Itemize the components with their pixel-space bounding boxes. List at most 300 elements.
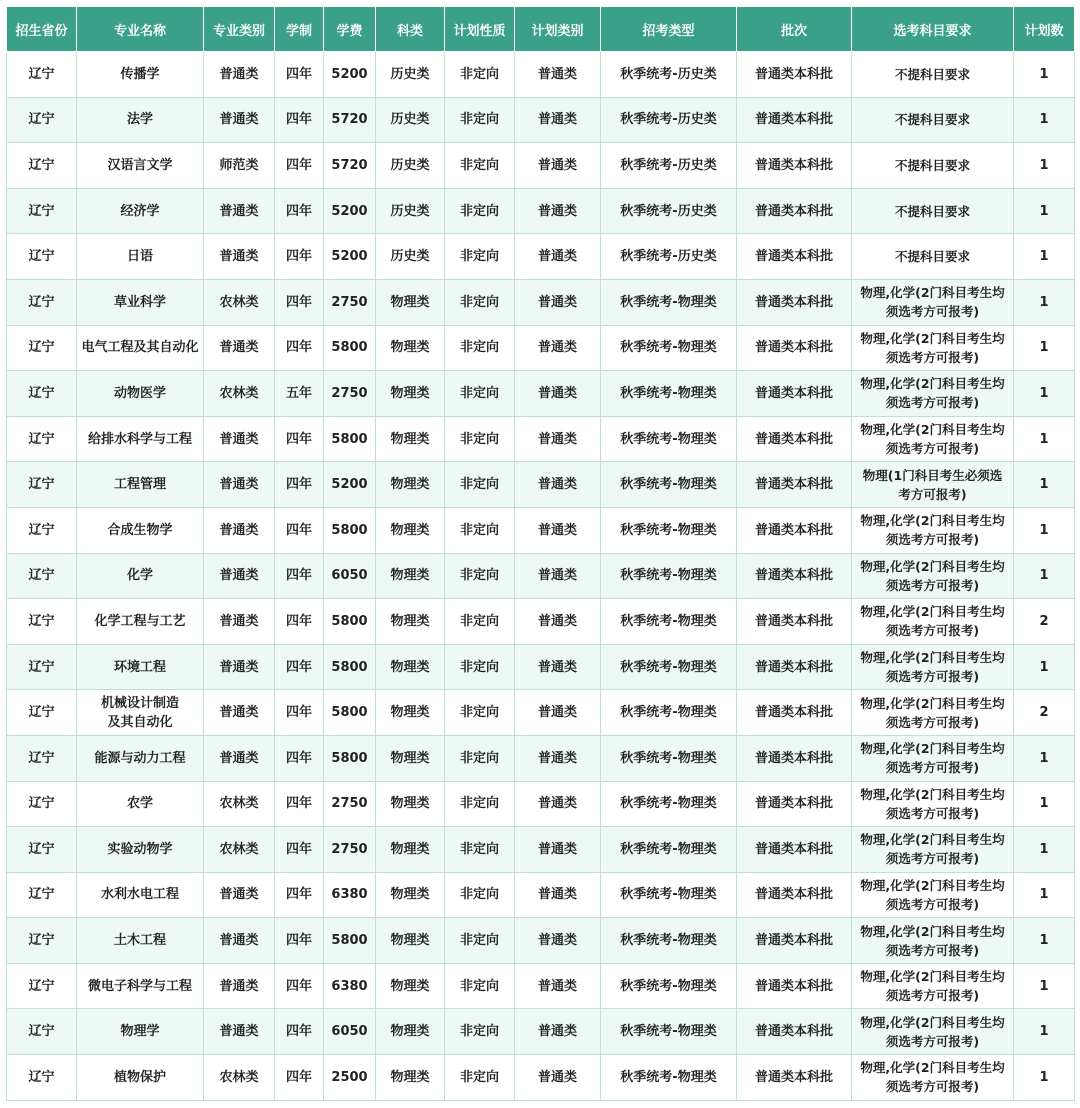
cell-province: 辽宁 <box>7 1055 77 1101</box>
cell-subject-requirement: 物理,化学(2门科目考生均 须选考方可报考) <box>852 872 1014 918</box>
cell-plan-count: 1 <box>1014 735 1075 781</box>
cell-subject-requirement: 物理,化学(2门科目考生均 须选考方可报考) <box>852 963 1014 1009</box>
cell-batch: 普通类本科批 <box>737 279 852 325</box>
table-row <box>7 872 1075 918</box>
cell-admission-type: 秋季统考-物理类 <box>601 690 737 736</box>
cell-subject-requirement: 物理,化学(2门科目考生均 须选考方可报考) <box>852 690 1014 736</box>
cell-plan-category: 普通类 <box>515 963 601 1009</box>
cell-subject-requirement: 物理,化学(2门科目考生均 须选考方可报考) <box>852 781 1014 827</box>
cell-duration: 四年 <box>275 416 324 462</box>
cell-batch: 普通类本科批 <box>737 827 852 873</box>
cell-subject-requirement: 不提科目要求 <box>852 143 1014 189</box>
cell-duration: 四年 <box>275 188 324 234</box>
cell-subject-type: 历史类 <box>376 234 445 280</box>
cell-major-category: 普通类 <box>204 97 275 143</box>
cell-duration: 四年 <box>275 462 324 508</box>
cell-duration: 四年 <box>275 963 324 1009</box>
cell-major-category: 普通类 <box>204 325 275 371</box>
cell-major-name: 给排水科学与工程 <box>77 416 204 462</box>
cell-major-name: 化学 <box>77 553 204 599</box>
cell-plan-nature: 非定向 <box>445 644 515 690</box>
cell-major-category: 普通类 <box>204 963 275 1009</box>
cell-admission-type: 秋季统考-物理类 <box>601 1055 737 1101</box>
cell-admission-type: 秋季统考-物理类 <box>601 599 737 645</box>
cell-batch: 普通类本科批 <box>737 553 852 599</box>
cell-batch: 普通类本科批 <box>737 188 852 234</box>
cell-major-category: 师范类 <box>204 143 275 189</box>
cell-province: 辽宁 <box>7 325 77 371</box>
cell-major-category: 普通类 <box>204 644 275 690</box>
column-header-batch: 批次 <box>737 7 852 52</box>
cell-plan-category: 普通类 <box>515 872 601 918</box>
cell-tuition: 2500 <box>324 1055 376 1101</box>
cell-plan-count: 1 <box>1014 462 1075 508</box>
cell-plan-category: 普通类 <box>515 143 601 189</box>
cell-batch: 普通类本科批 <box>737 735 852 781</box>
cell-tuition: 5800 <box>324 325 376 371</box>
cell-province: 辽宁 <box>7 507 77 553</box>
cell-subject-requirement: 物理,化学(2门科目考生均 须选考方可报考) <box>852 507 1014 553</box>
cell-major-name: 实验动物学 <box>77 827 204 873</box>
cell-admission-type: 秋季统考-历史类 <box>601 188 737 234</box>
cell-major-name: 化学工程与工艺 <box>77 599 204 645</box>
cell-duration: 四年 <box>275 872 324 918</box>
table-row <box>7 690 1075 736</box>
table-row <box>7 507 1075 553</box>
cell-admission-type: 秋季统考-历史类 <box>601 52 737 98</box>
cell-plan-count: 1 <box>1014 143 1075 189</box>
cell-tuition: 5800 <box>324 918 376 964</box>
cell-major-name: 微电子科学与工程 <box>77 963 204 1009</box>
cell-batch: 普通类本科批 <box>737 97 852 143</box>
cell-admission-type: 秋季统考-物理类 <box>601 963 737 1009</box>
table-row <box>7 143 1075 189</box>
cell-plan-count: 1 <box>1014 52 1075 98</box>
cell-plan-category: 普通类 <box>515 279 601 325</box>
cell-major-category: 农林类 <box>204 1055 275 1101</box>
cell-duration: 四年 <box>275 234 324 280</box>
cell-subject-type: 历史类 <box>376 97 445 143</box>
cell-major-name: 工程管理 <box>77 462 204 508</box>
cell-duration: 四年 <box>275 735 324 781</box>
cell-duration: 四年 <box>275 325 324 371</box>
cell-batch: 普通类本科批 <box>737 416 852 462</box>
cell-batch: 普通类本科批 <box>737 781 852 827</box>
cell-major-name: 能源与动力工程 <box>77 735 204 781</box>
cell-province: 辽宁 <box>7 644 77 690</box>
cell-major-name: 环境工程 <box>77 644 204 690</box>
cell-major-category: 农林类 <box>204 371 275 417</box>
cell-admission-type: 秋季统考-历史类 <box>601 234 737 280</box>
table-row <box>7 97 1075 143</box>
cell-plan-count: 1 <box>1014 97 1075 143</box>
cell-subject-type: 物理类 <box>376 553 445 599</box>
cell-tuition: 5720 <box>324 97 376 143</box>
cell-duration: 四年 <box>275 52 324 98</box>
cell-subject-requirement: 物理,化学(2门科目考生均 须选考方可报考) <box>852 599 1014 645</box>
cell-major-category: 普通类 <box>204 462 275 508</box>
cell-subject-requirement: 物理,化学(2门科目考生均 须选考方可报考) <box>852 735 1014 781</box>
cell-province: 辽宁 <box>7 462 77 508</box>
cell-duration: 四年 <box>275 827 324 873</box>
cell-duration: 四年 <box>275 644 324 690</box>
cell-major-category: 普通类 <box>204 599 275 645</box>
cell-province: 辽宁 <box>7 416 77 462</box>
cell-subject-requirement: 物理(1门科目考生必须选 考方可报考) <box>852 462 1014 508</box>
cell-duration: 四年 <box>275 1055 324 1101</box>
cell-major-category: 普通类 <box>204 690 275 736</box>
cell-tuition: 5800 <box>324 507 376 553</box>
cell-plan-nature: 非定向 <box>445 325 515 371</box>
cell-plan-nature: 非定向 <box>445 918 515 964</box>
column-header-plan-nature: 计划性质 <box>445 7 515 52</box>
cell-subject-requirement: 不提科目要求 <box>852 97 1014 143</box>
cell-plan-count: 1 <box>1014 963 1075 1009</box>
cell-plan-nature: 非定向 <box>445 599 515 645</box>
cell-plan-nature: 非定向 <box>445 188 515 234</box>
cell-major-category: 普通类 <box>204 188 275 234</box>
cell-province: 辽宁 <box>7 690 77 736</box>
cell-major-name: 汉语言文学 <box>77 143 204 189</box>
cell-subject-type: 历史类 <box>376 143 445 189</box>
cell-plan-nature: 非定向 <box>445 553 515 599</box>
table-row <box>7 553 1075 599</box>
cell-plan-nature: 非定向 <box>445 735 515 781</box>
column-header-duration: 学制 <box>275 7 324 52</box>
cell-tuition: 5200 <box>324 462 376 508</box>
table-row <box>7 188 1075 234</box>
cell-duration: 四年 <box>275 553 324 599</box>
cell-province: 辽宁 <box>7 918 77 964</box>
cell-admission-type: 秋季统考-历史类 <box>601 143 737 189</box>
cell-province: 辽宁 <box>7 827 77 873</box>
column-header-province: 招生省份 <box>7 7 77 52</box>
cell-plan-category: 普通类 <box>515 52 601 98</box>
cell-admission-type: 秋季统考-物理类 <box>601 462 737 508</box>
cell-tuition: 5720 <box>324 143 376 189</box>
cell-plan-nature: 非定向 <box>445 690 515 736</box>
cell-province: 辽宁 <box>7 52 77 98</box>
cell-province: 辽宁 <box>7 234 77 280</box>
cell-plan-nature: 非定向 <box>445 872 515 918</box>
column-header-subject-requirement: 选考科目要求 <box>852 7 1014 52</box>
table-row <box>7 279 1075 325</box>
cell-plan-nature: 非定向 <box>445 143 515 189</box>
cell-admission-type: 秋季统考-物理类 <box>601 279 737 325</box>
cell-plan-nature: 非定向 <box>445 97 515 143</box>
table-row <box>7 963 1075 1009</box>
cell-subject-type: 物理类 <box>376 918 445 964</box>
column-header-plan-count: 计划数 <box>1014 7 1075 52</box>
cell-duration: 四年 <box>275 1009 324 1055</box>
cell-duration: 四年 <box>275 143 324 189</box>
cell-plan-count: 1 <box>1014 507 1075 553</box>
cell-major-name: 植物保护 <box>77 1055 204 1101</box>
cell-admission-type: 秋季统考-物理类 <box>601 371 737 417</box>
cell-plan-nature: 非定向 <box>445 234 515 280</box>
cell-admission-type: 秋季统考-物理类 <box>601 735 737 781</box>
cell-batch: 普通类本科批 <box>737 872 852 918</box>
cell-subject-requirement: 物理,化学(2门科目考生均 须选考方可报考) <box>852 1055 1014 1101</box>
column-header-major-name: 专业名称 <box>77 7 204 52</box>
cell-major-category: 普通类 <box>204 416 275 462</box>
cell-subject-type: 物理类 <box>376 827 445 873</box>
cell-plan-category: 普通类 <box>515 1009 601 1055</box>
cell-batch: 普通类本科批 <box>737 644 852 690</box>
cell-tuition: 5200 <box>324 234 376 280</box>
cell-province: 辽宁 <box>7 963 77 1009</box>
cell-batch: 普通类本科批 <box>737 325 852 371</box>
cell-plan-nature: 非定向 <box>445 279 515 325</box>
cell-major-name: 动物医学 <box>77 371 204 417</box>
cell-admission-type: 秋季统考-物理类 <box>601 416 737 462</box>
cell-plan-category: 普通类 <box>515 416 601 462</box>
cell-plan-count: 2 <box>1014 599 1075 645</box>
cell-subject-requirement: 物理,化学(2门科目考生均 须选考方可报考) <box>852 553 1014 599</box>
cell-plan-nature: 非定向 <box>445 963 515 1009</box>
cell-plan-nature: 非定向 <box>445 827 515 873</box>
table-row <box>7 918 1075 964</box>
cell-subject-type: 物理类 <box>376 781 445 827</box>
cell-tuition: 2750 <box>324 279 376 325</box>
cell-plan-count: 1 <box>1014 781 1075 827</box>
cell-subject-type: 物理类 <box>376 416 445 462</box>
cell-plan-category: 普通类 <box>515 827 601 873</box>
cell-subject-type: 物理类 <box>376 462 445 508</box>
cell-major-name: 法学 <box>77 97 204 143</box>
cell-duration: 四年 <box>275 781 324 827</box>
cell-plan-category: 普通类 <box>515 325 601 371</box>
cell-province: 辽宁 <box>7 599 77 645</box>
cell-plan-count: 1 <box>1014 279 1075 325</box>
cell-plan-count: 1 <box>1014 325 1075 371</box>
table-body <box>7 52 1075 1101</box>
cell-batch: 普通类本科批 <box>737 234 852 280</box>
cell-subject-requirement: 物理,化学(2门科目考生均 须选考方可报考) <box>852 644 1014 690</box>
cell-tuition: 6380 <box>324 872 376 918</box>
cell-tuition: 6050 <box>324 553 376 599</box>
cell-admission-type: 秋季统考-历史类 <box>601 97 737 143</box>
cell-major-category: 普通类 <box>204 918 275 964</box>
cell-major-name: 合成生物学 <box>77 507 204 553</box>
cell-subject-type: 物理类 <box>376 963 445 1009</box>
table-row <box>7 325 1075 371</box>
cell-major-name: 经济学 <box>77 188 204 234</box>
cell-batch: 普通类本科批 <box>737 52 852 98</box>
table-row <box>7 371 1075 417</box>
column-header-major-category: 专业类别 <box>204 7 275 52</box>
cell-plan-count: 2 <box>1014 690 1075 736</box>
table-row <box>7 416 1075 462</box>
cell-batch: 普通类本科批 <box>737 963 852 1009</box>
table-row <box>7 827 1075 873</box>
cell-subject-requirement: 物理,化学(2门科目考生均 须选考方可报考) <box>852 279 1014 325</box>
column-header-tuition: 学费 <box>324 7 376 52</box>
cell-duration: 四年 <box>275 918 324 964</box>
cell-batch: 普通类本科批 <box>737 371 852 417</box>
cell-admission-type: 秋季统考-物理类 <box>601 781 737 827</box>
cell-plan-nature: 非定向 <box>445 1055 515 1101</box>
cell-plan-category: 普通类 <box>515 690 601 736</box>
cell-province: 辽宁 <box>7 97 77 143</box>
cell-subject-type: 物理类 <box>376 1055 445 1101</box>
cell-province: 辽宁 <box>7 553 77 599</box>
cell-admission-type: 秋季统考-物理类 <box>601 507 737 553</box>
table-row <box>7 234 1075 280</box>
cell-plan-count: 1 <box>1014 872 1075 918</box>
cell-admission-type: 秋季统考-物理类 <box>601 553 737 599</box>
cell-major-category: 普通类 <box>204 507 275 553</box>
cell-plan-category: 普通类 <box>515 97 601 143</box>
cell-subject-type: 物理类 <box>376 325 445 371</box>
cell-duration: 四年 <box>275 507 324 553</box>
cell-province: 辽宁 <box>7 188 77 234</box>
cell-subject-requirement: 物理,化学(2门科目考生均 须选考方可报考) <box>852 918 1014 964</box>
cell-major-category: 普通类 <box>204 1009 275 1055</box>
cell-duration: 四年 <box>275 599 324 645</box>
cell-major-category: 普通类 <box>204 872 275 918</box>
cell-plan-count: 1 <box>1014 918 1075 964</box>
cell-subject-requirement: 物理,化学(2门科目考生均 须选考方可报考) <box>852 371 1014 417</box>
cell-subject-requirement: 物理,化学(2门科目考生均 须选考方可报考) <box>852 325 1014 371</box>
cell-subject-type: 物理类 <box>376 872 445 918</box>
cell-subject-type: 物理类 <box>376 371 445 417</box>
column-header-plan-category: 计划类别 <box>515 7 601 52</box>
cell-subject-requirement: 不提科目要求 <box>852 188 1014 234</box>
cell-plan-nature: 非定向 <box>445 371 515 417</box>
cell-batch: 普通类本科批 <box>737 1009 852 1055</box>
cell-plan-count: 1 <box>1014 371 1075 417</box>
table-row <box>7 1009 1075 1055</box>
admission-plan-table-container <box>6 6 1074 1101</box>
cell-plan-count: 1 <box>1014 234 1075 280</box>
cell-tuition: 5800 <box>324 644 376 690</box>
cell-major-name: 农学 <box>77 781 204 827</box>
cell-admission-type: 秋季统考-物理类 <box>601 325 737 371</box>
cell-plan-category: 普通类 <box>515 735 601 781</box>
cell-plan-count: 1 <box>1014 644 1075 690</box>
table-row <box>7 1055 1075 1101</box>
cell-tuition: 6380 <box>324 963 376 1009</box>
cell-plan-category: 普通类 <box>515 1055 601 1101</box>
cell-plan-count: 1 <box>1014 416 1075 462</box>
cell-subject-type: 物理类 <box>376 644 445 690</box>
cell-tuition: 5800 <box>324 735 376 781</box>
cell-province: 辽宁 <box>7 872 77 918</box>
cell-plan-category: 普通类 <box>515 918 601 964</box>
table-row <box>7 644 1075 690</box>
table-row <box>7 52 1075 98</box>
cell-duration: 五年 <box>275 371 324 417</box>
table-row <box>7 781 1075 827</box>
cell-plan-nature: 非定向 <box>445 462 515 508</box>
cell-plan-category: 普通类 <box>515 781 601 827</box>
cell-admission-type: 秋季统考-物理类 <box>601 1009 737 1055</box>
cell-batch: 普通类本科批 <box>737 1055 852 1101</box>
cell-major-name: 土木工程 <box>77 918 204 964</box>
cell-batch: 普通类本科批 <box>737 599 852 645</box>
cell-plan-category: 普通类 <box>515 644 601 690</box>
cell-major-name: 传播学 <box>77 52 204 98</box>
cell-tuition: 2750 <box>324 827 376 873</box>
cell-plan-count: 1 <box>1014 1055 1075 1101</box>
cell-subject-requirement: 不提科目要求 <box>852 52 1014 98</box>
cell-subject-type: 物理类 <box>376 690 445 736</box>
cell-subject-type: 物理类 <box>376 279 445 325</box>
table-row <box>7 599 1075 645</box>
cell-plan-nature: 非定向 <box>445 52 515 98</box>
cell-tuition: 6050 <box>324 1009 376 1055</box>
admission-plan-table <box>6 6 1075 1101</box>
cell-major-name: 水利水电工程 <box>77 872 204 918</box>
cell-batch: 普通类本科批 <box>737 918 852 964</box>
cell-duration: 四年 <box>275 690 324 736</box>
cell-duration: 四年 <box>275 279 324 325</box>
cell-tuition: 5800 <box>324 416 376 462</box>
cell-admission-type: 秋季统考-物理类 <box>601 827 737 873</box>
cell-admission-type: 秋季统考-物理类 <box>601 918 737 964</box>
cell-major-category: 普通类 <box>204 234 275 280</box>
cell-plan-category: 普通类 <box>515 462 601 508</box>
cell-plan-nature: 非定向 <box>445 781 515 827</box>
table-row <box>7 462 1075 508</box>
cell-subject-type: 历史类 <box>376 52 445 98</box>
cell-plan-nature: 非定向 <box>445 507 515 553</box>
cell-subject-requirement: 物理,化学(2门科目考生均 须选考方可报考) <box>852 827 1014 873</box>
cell-major-category: 农林类 <box>204 781 275 827</box>
cell-major-category: 普通类 <box>204 735 275 781</box>
cell-tuition: 2750 <box>324 371 376 417</box>
cell-subject-type: 物理类 <box>376 507 445 553</box>
cell-plan-nature: 非定向 <box>445 416 515 462</box>
cell-admission-type: 秋季统考-物理类 <box>601 644 737 690</box>
cell-subject-requirement: 物理,化学(2门科目考生均 须选考方可报考) <box>852 1009 1014 1055</box>
cell-province: 辽宁 <box>7 735 77 781</box>
cell-subject-type: 历史类 <box>376 188 445 234</box>
cell-province: 辽宁 <box>7 279 77 325</box>
cell-major-category: 农林类 <box>204 279 275 325</box>
table-header-row <box>7 7 1075 52</box>
cell-duration: 四年 <box>275 97 324 143</box>
cell-subject-type: 物理类 <box>376 1009 445 1055</box>
cell-tuition: 5200 <box>324 188 376 234</box>
cell-plan-nature: 非定向 <box>445 1009 515 1055</box>
table-row <box>7 735 1075 781</box>
cell-plan-count: 1 <box>1014 188 1075 234</box>
cell-plan-category: 普通类 <box>515 188 601 234</box>
cell-plan-count: 1 <box>1014 553 1075 599</box>
cell-batch: 普通类本科批 <box>737 462 852 508</box>
cell-plan-category: 普通类 <box>515 599 601 645</box>
cell-province: 辽宁 <box>7 1009 77 1055</box>
cell-subject-type: 物理类 <box>376 735 445 781</box>
cell-plan-count: 1 <box>1014 827 1075 873</box>
cell-admission-type: 秋季统考-物理类 <box>601 872 737 918</box>
cell-major-name: 电气工程及其自动化 <box>77 325 204 371</box>
column-header-subject-type: 科类 <box>376 7 445 52</box>
cell-plan-count: 1 <box>1014 1009 1075 1055</box>
cell-major-name: 草业科学 <box>77 279 204 325</box>
cell-plan-category: 普通类 <box>515 371 601 417</box>
cell-batch: 普通类本科批 <box>737 690 852 736</box>
cell-tuition: 5200 <box>324 52 376 98</box>
cell-tuition: 2750 <box>324 781 376 827</box>
cell-plan-category: 普通类 <box>515 553 601 599</box>
cell-province: 辽宁 <box>7 371 77 417</box>
cell-subject-type: 物理类 <box>376 599 445 645</box>
cell-major-name: 物理学 <box>77 1009 204 1055</box>
cell-major-name: 日语 <box>77 234 204 280</box>
